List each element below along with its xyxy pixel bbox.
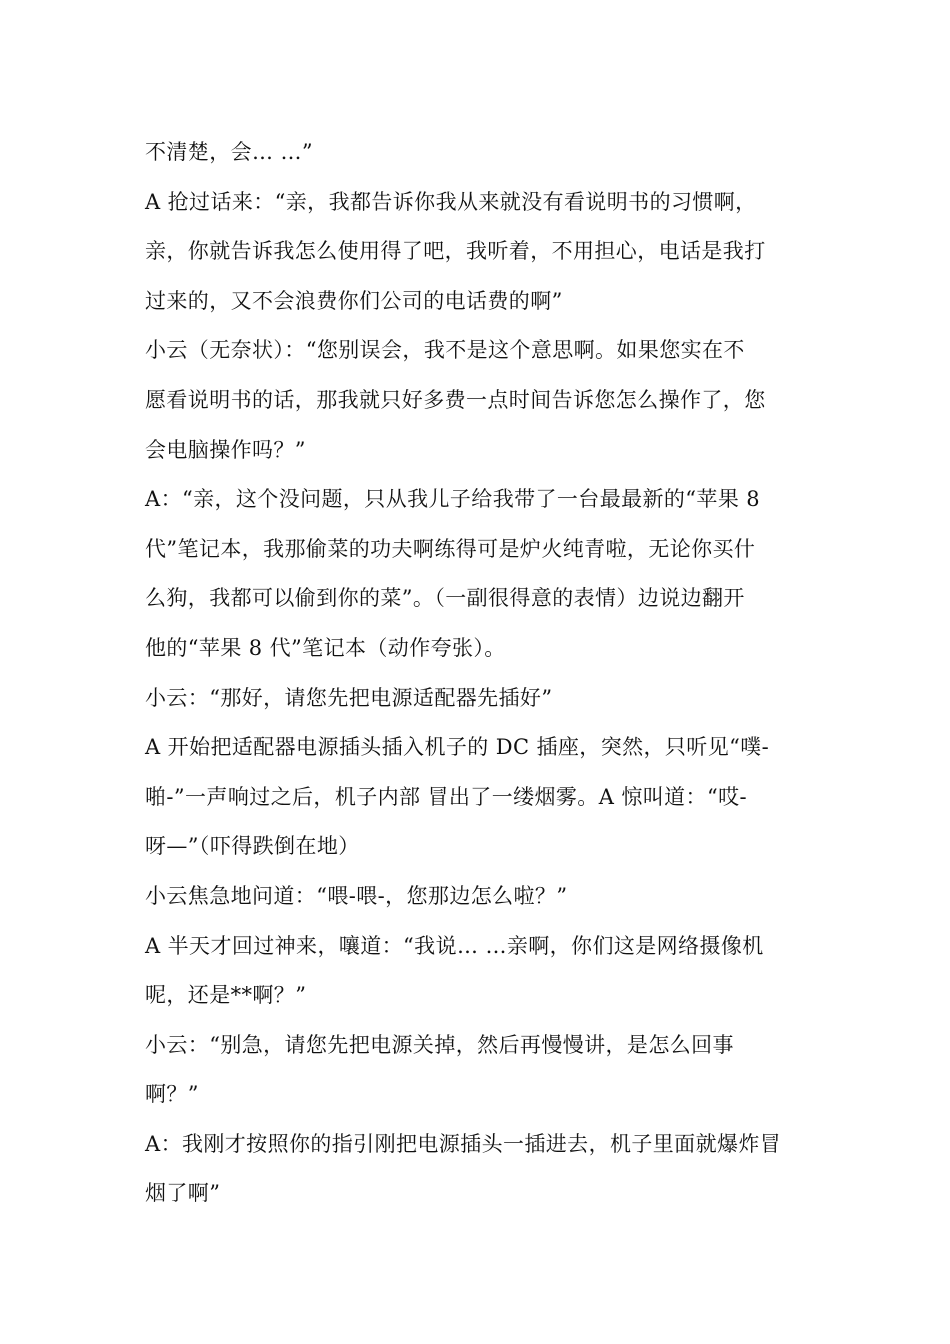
text-line: 烟了啊”	[145, 1181, 221, 1206]
text-line: 呢，还是**啊？”	[145, 983, 307, 1008]
text-line: A：“亲，这个没问题，只从我儿子给我带了一台最最新的“苹果 8	[145, 487, 761, 512]
text-line: 小云焦急地问道：“喂-喂-，您那边怎么啦？”	[145, 883, 568, 908]
text-line: 过来的，又不会浪费你们公司的电话费的啊”	[145, 288, 563, 313]
text-line: 他的“苹果 8 代”笔记本（动作夸张）。	[145, 635, 506, 660]
text-line: 亲，你就告诉我怎么使用得了吧，我听着，不用担心，电话是我打	[145, 239, 766, 264]
document-body	[145, 128, 815, 1219]
text-line: 小云：“别急，请您先把电源关掉，然后再慢慢讲，是怎么回事	[145, 1032, 734, 1057]
text-line: 小云：“那好，请您先把电源适配器先插好”	[145, 685, 553, 710]
text-line: A 半天才回过神来，嚷道：“我说… …亲啊，你们这是网络摄像机	[145, 933, 764, 958]
text-line: 么狗，我都可以偷到你的菜”。（一副很得意的表情）边说边翻开	[145, 586, 745, 611]
text-line: A 开始把适配器电源插头插入机子的 DC 插座，突然，只听见“噗-	[145, 735, 770, 760]
text-line: 啊？”	[145, 1082, 199, 1107]
text-line: 会电脑操作吗？”	[145, 437, 306, 462]
text-line: 不清楚，会… …”	[145, 140, 314, 164]
text-line: A 抢过话来：“亲，我都告诉你我从来就没有看说明书的习惯啊，	[145, 189, 757, 214]
text-line: 代”笔记本，我那偷菜的功夫啊练得可是炉火纯青啦，无论你买什	[145, 536, 756, 561]
text-line: 啪-”一声响过之后，机子内部 冒出了一缕烟雾。A 惊叫道：“哎-	[145, 784, 747, 809]
text-line: 愿看说明书的话，那我就只好多费一点时间告诉您怎么操作了，您	[145, 387, 766, 412]
text-line: A：我刚才按照你的指引刚把电源插头一插进去，机子里面就爆炸冒	[145, 1131, 782, 1156]
text-line: 小云（无奈状）：“您别误会，我不是这个意思啊。如果您实在不	[145, 338, 745, 363]
text-line: 呀—”（吓得跌倒在地）	[145, 834, 360, 859]
